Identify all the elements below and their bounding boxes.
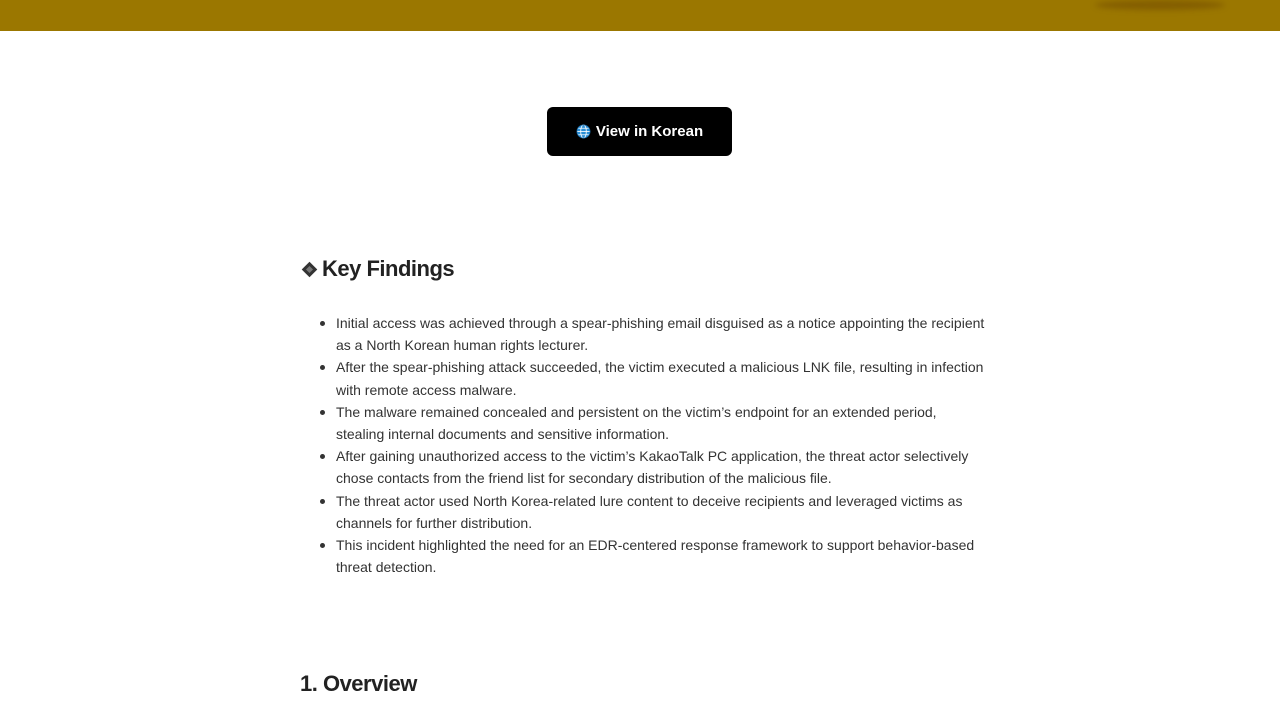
globe-icon [576,124,591,139]
list-item: Initial access was achieved through a spear-phishing email disguised as a notice appointing the recipient as a North Korean human rights lecturer. [336,312,986,356]
view-in-korean-button[interactable] [547,107,732,156]
key-findings-list [336,312,986,578]
list-item: This incident highlighted the need for an EDR-centered response framework to support behavior-based threat detection. [336,534,986,578]
list-item: After gaining unauthorized access to the victim’s KakaoTalk PC application, the threat actor selectively chose contacts from the friend list for secondary distribution of the malicious file. [336,445,986,489]
banner-shade [1095,0,1225,10]
key-findings-heading [300,252,990,286]
overview-heading: 1. Overview [300,671,417,696]
diamond-icon [302,261,318,277]
list-item: The threat actor used North Korea-related lure content to deceive recipients and leveraged victims as channels for further distribution. [336,490,986,534]
list-item: The malware remained concealed and persistent on the victim’s endpoint for an extended period, stealing internal documents and sensitive information. [336,401,986,445]
top-banner [0,0,1280,31]
list-item: After the spear-phishing attack succeeded, the victim executed a malicious LNK file, resulting in infection with remote access malware. [336,356,986,400]
key-findings-section [300,252,990,576]
key-findings-title: Key Findings [322,256,455,281]
view-in-korean-label: View in Korean [595,123,704,140]
